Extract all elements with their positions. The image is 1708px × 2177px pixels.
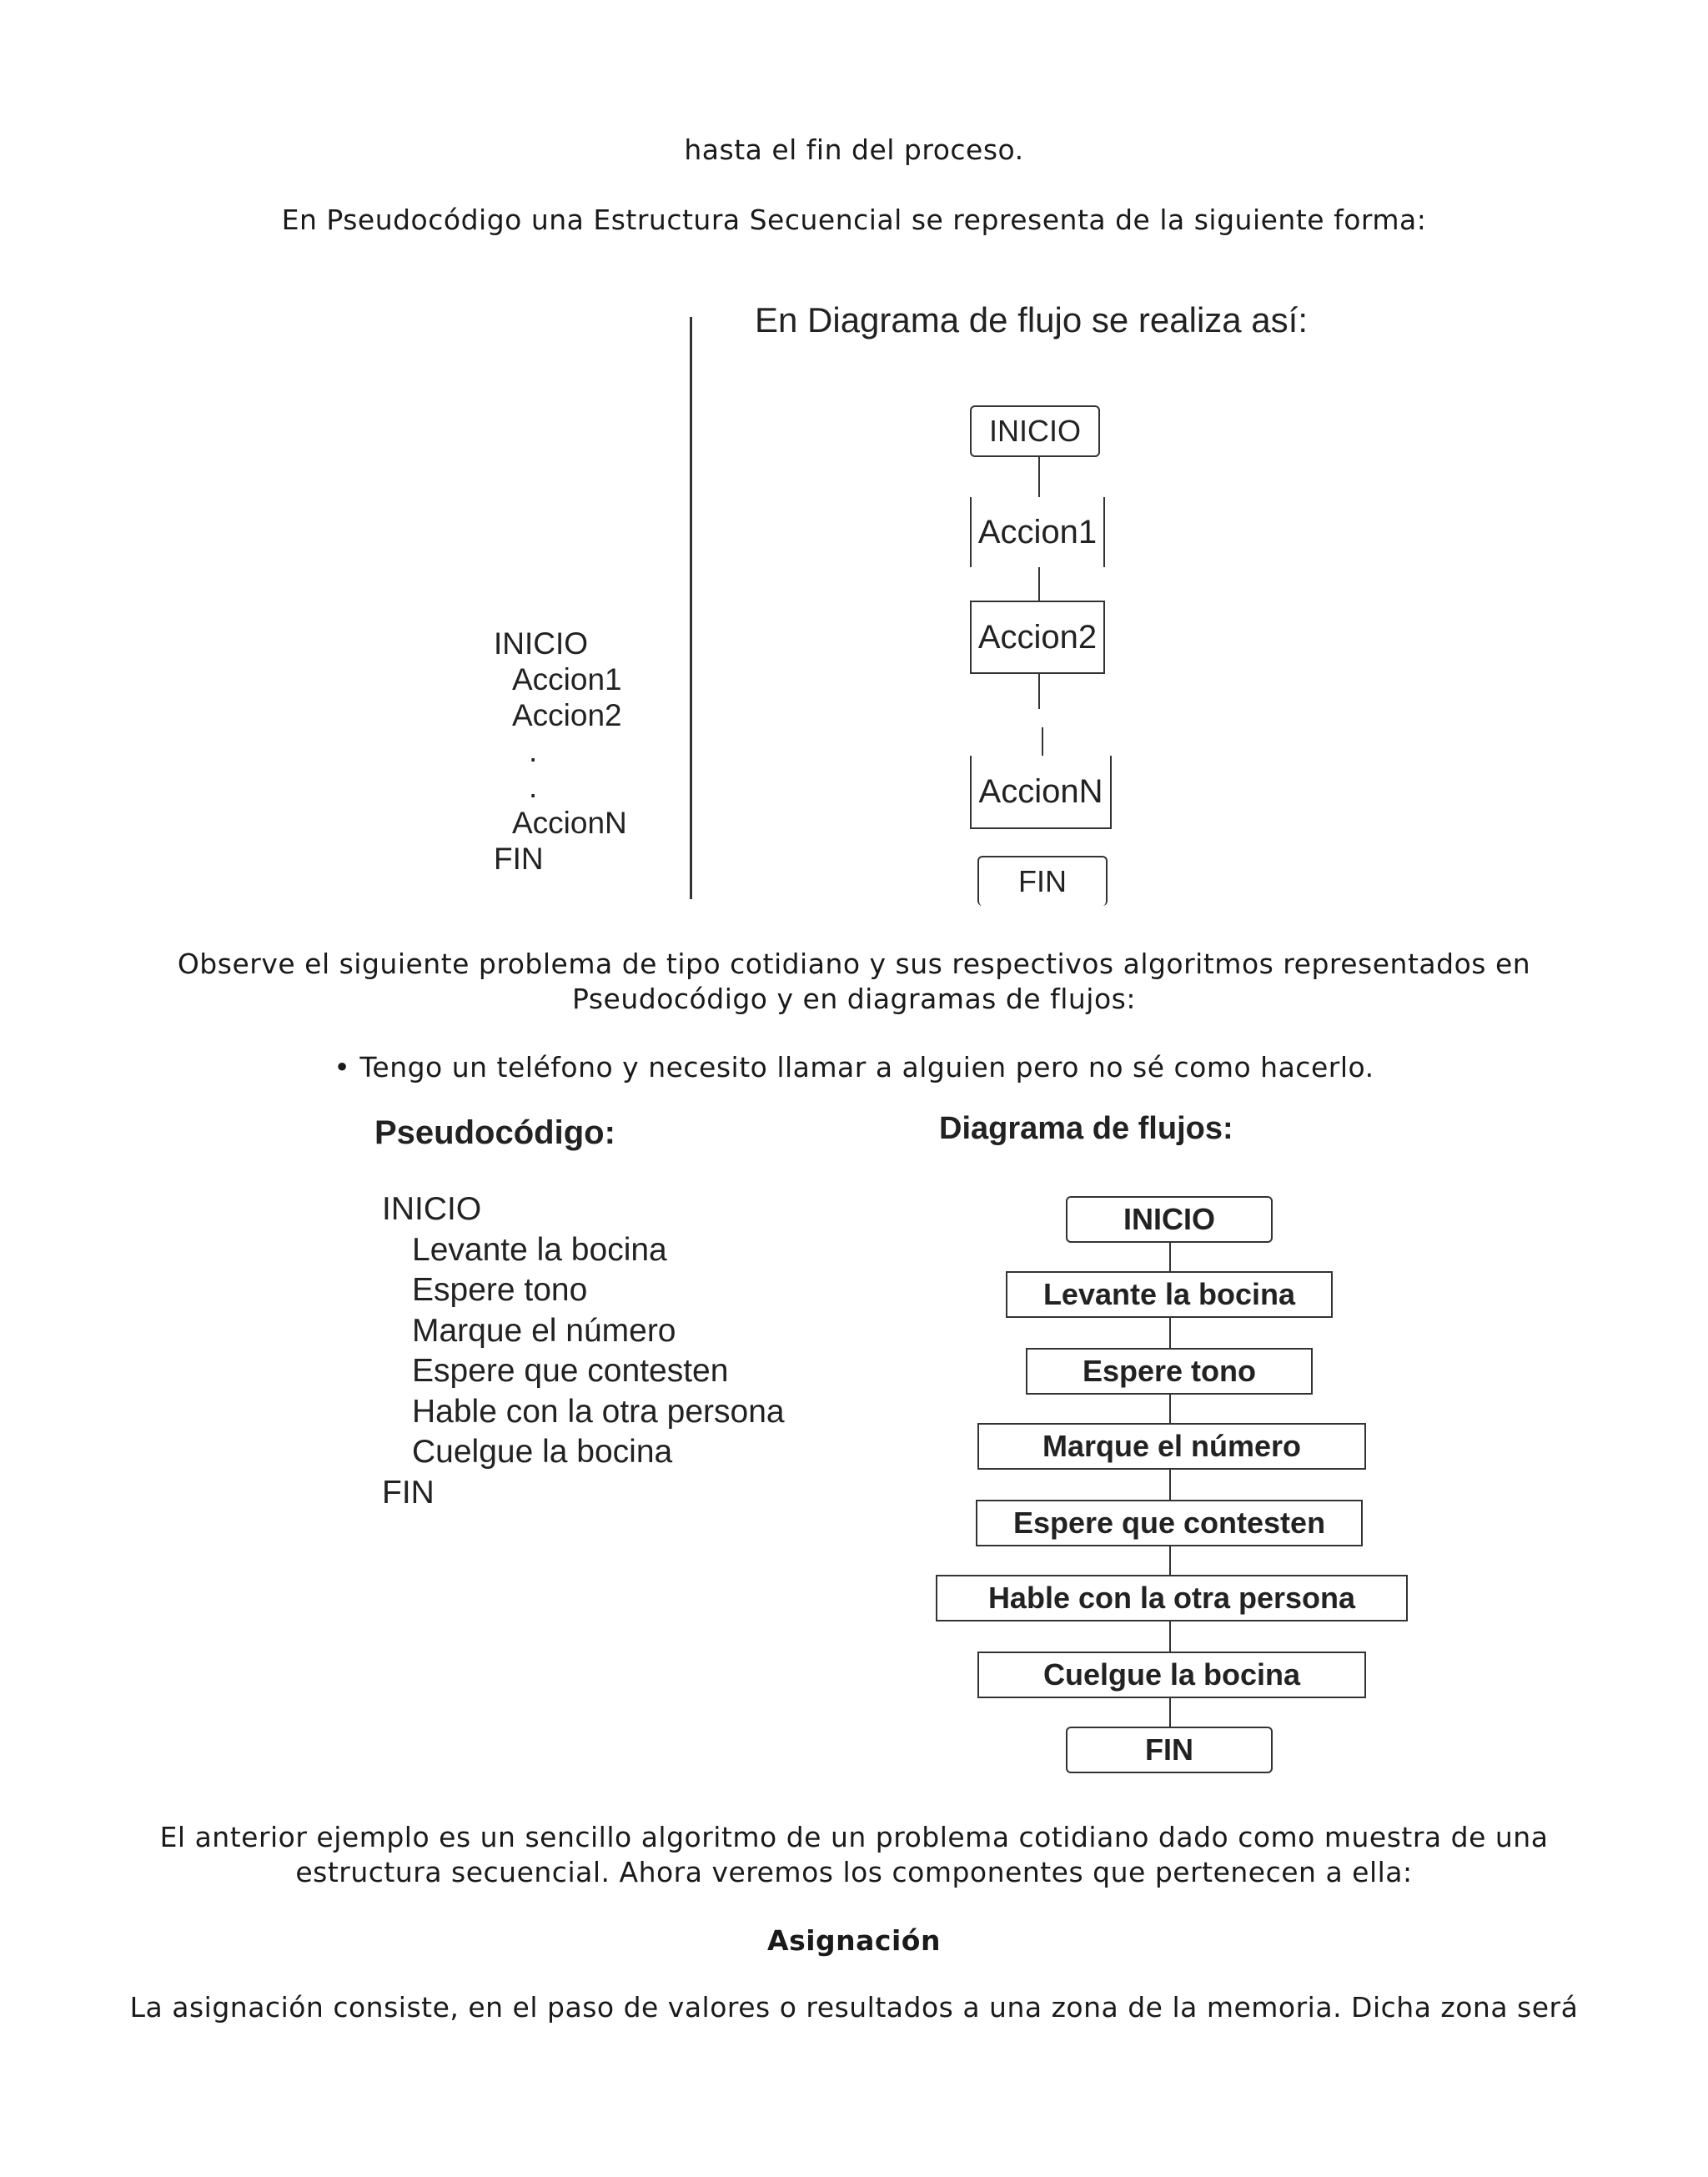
body-text-line: Pseudocódigo y en diagramas de flujos: xyxy=(572,983,1136,1015)
flow-box-inicio: INICIO xyxy=(1066,1196,1273,1243)
pseudocode-title: Pseudocódigo: xyxy=(374,1114,615,1151)
bullet-item: • Tengo un teléfono y necesito llamar a alguien pero no sé como hacerlo. xyxy=(334,1051,1374,1083)
figure-title: En Diagrama de flujo se realiza así: xyxy=(755,300,1308,339)
flow-box-espere-tono: Espere tono xyxy=(1026,1348,1313,1395)
pseudocode-line: Cuelgue la bocina xyxy=(412,1434,673,1470)
pseudocode-line: Accion2 xyxy=(512,698,622,732)
pseudocode-line: AccionN xyxy=(512,806,627,840)
flow-box-fin: FIN xyxy=(977,856,1108,906)
connector-line xyxy=(1038,457,1040,497)
pseudocode-line: FIN xyxy=(494,842,544,876)
body-text-line: La asignación consiste, en el paso de valores o resultados a una zona de la memoria. Dicha zona será xyxy=(129,1991,1579,2024)
body-text-line: En Pseudocódigo una Estructura Secuencial se representa de la siguiente forma: xyxy=(281,204,1427,236)
connector-line xyxy=(1042,727,1043,756)
connector-line xyxy=(1038,567,1040,601)
section-heading: Asignación xyxy=(767,1924,941,1957)
flow-box-accionn: AccionN xyxy=(970,756,1112,829)
body-text-line: hasta el fin del proceso. xyxy=(684,133,1024,166)
pseudocode-block xyxy=(494,626,627,877)
pseudocode-line: Accion1 xyxy=(512,662,622,696)
flow-box-inicio: INICIO xyxy=(970,405,1100,457)
flow-box-espere-contesten: Espere que contesten xyxy=(976,1500,1363,1546)
flow-box-hable: Hable con la otra persona xyxy=(936,1575,1408,1621)
flow-box-fin: FIN xyxy=(1066,1727,1273,1773)
divider-line xyxy=(690,317,692,899)
flow-box-accion2: Accion2 xyxy=(970,601,1105,674)
body-text-line: El anterior ejemplo es un sencillo algoritmo de un problema cotidiano dado como muestra de una xyxy=(159,1821,1549,1853)
pseudocode-line: . xyxy=(529,734,538,768)
pseudocode-line: INICIO xyxy=(382,1191,482,1227)
pseudocode-line: Marque el número xyxy=(412,1312,676,1349)
pseudocode-line: Hable con la otra persona xyxy=(412,1393,785,1430)
flowchart-title: Diagrama de flujos: xyxy=(939,1111,1233,1146)
body-text-line: Observe el siguiente problema de tipo cotidiano y sus respectivos algoritmos representados en xyxy=(177,948,1531,980)
pseudocode-line: . xyxy=(529,770,538,804)
pseudocode-line: Espere tono xyxy=(412,1272,588,1308)
pseudocode-line: Espere que contesten xyxy=(412,1353,729,1389)
flow-box-levante: Levante la bocina xyxy=(1006,1271,1333,1318)
pseudocode-line: Levante la bocina xyxy=(412,1231,667,1268)
pseudocode-line: FIN xyxy=(382,1474,435,1511)
flow-box-marque: Marque el número xyxy=(977,1423,1366,1470)
body-text-line: estructura secuencial. Ahora veremos los componentes que pertenecen a ella: xyxy=(295,1856,1413,1888)
pseudocode-line: INICIO xyxy=(494,626,589,661)
flow-box-cuelgue: Cuelgue la bocina xyxy=(977,1652,1366,1698)
flow-box-accion1: Accion1 xyxy=(970,497,1105,567)
pseudocode-block xyxy=(382,1189,785,1513)
connector-line xyxy=(1038,674,1040,709)
